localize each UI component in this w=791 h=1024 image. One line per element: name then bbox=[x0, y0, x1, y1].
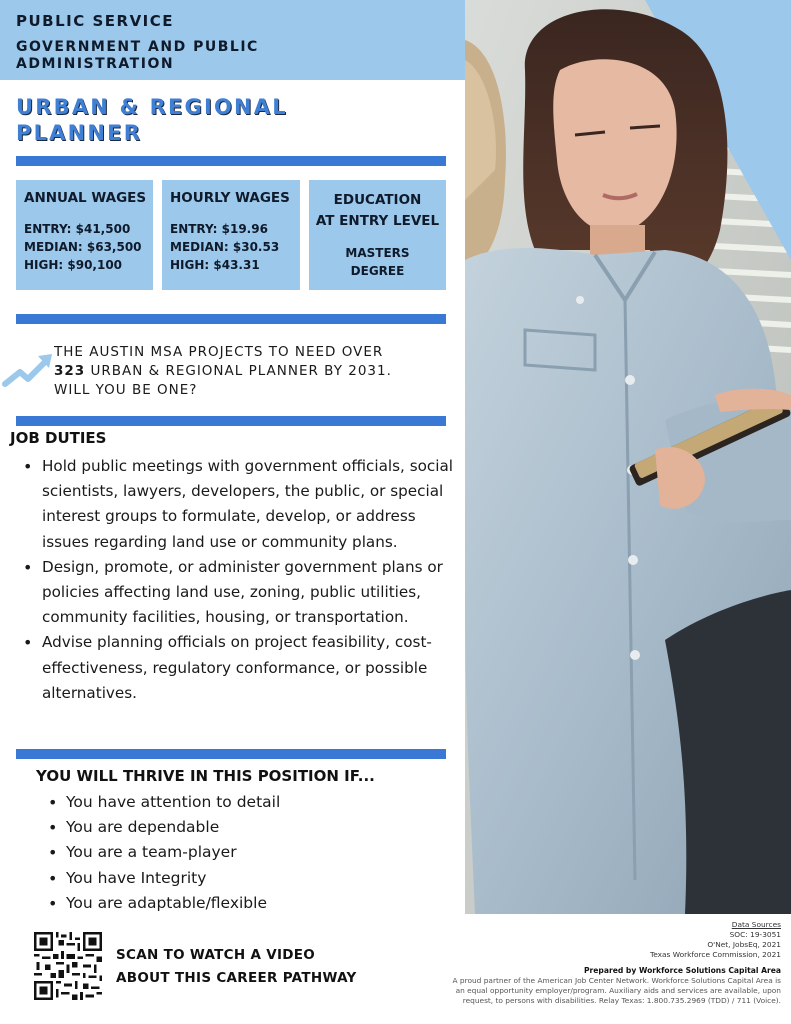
list-item: • You are adaptable/flexible bbox=[46, 891, 446, 916]
video-callout-line1: SCAN TO WATCH A VIDEO bbox=[116, 947, 316, 963]
annual-wages-box bbox=[16, 180, 153, 290]
projection-count: 323 bbox=[54, 363, 86, 379]
hourly-median: MEDIAN: $30.53 bbox=[170, 240, 280, 254]
projection-line1: THE AUSTIN MSA PROJECTS TO NEED OVER bbox=[54, 344, 384, 360]
list-item: • You are dependable bbox=[46, 815, 446, 840]
hourly-high: HIGH: $43.31 bbox=[170, 258, 260, 272]
soc-code: SOC: 19-3051 bbox=[729, 930, 781, 939]
education-heading bbox=[315, 190, 440, 232]
education-value bbox=[309, 244, 446, 280]
projection-text bbox=[54, 343, 434, 400]
divider-bar bbox=[16, 156, 446, 166]
list-item: • Advise planning officials on project feasibility, cost-effectiveness, regulatory conformance, or possible alternatives. bbox=[20, 630, 460, 706]
hourly-wages-heading: HOURLY WAGES bbox=[170, 190, 290, 206]
annual-high: HIGH: $90,100 bbox=[24, 258, 123, 272]
education-value-line1: MASTERS bbox=[345, 246, 410, 260]
source-line: Texas Workforce Commission, 2021 bbox=[649, 950, 781, 959]
job-duties-list bbox=[20, 454, 460, 706]
annual-wages-heading: ANNUAL WAGES bbox=[24, 190, 147, 206]
thrive-list bbox=[46, 790, 446, 916]
data-sources-link[interactable]: Data Sources bbox=[731, 920, 781, 929]
list-item: • You have Integrity bbox=[46, 866, 446, 891]
list-item: • Hold public meetings with government officials, social scientists, lawyers, developers, the public, or special interest groups to formulate, develop, or address issues regarding land use or community plans. bbox=[20, 454, 460, 555]
education-heading-line1: EDUCATION bbox=[333, 192, 422, 208]
divider-bar bbox=[16, 749, 446, 759]
projection-line3: WILL YOU BE ONE? bbox=[54, 382, 198, 398]
trend-arrow-icon bbox=[2, 352, 54, 390]
education-value-line2: DEGREE bbox=[350, 264, 405, 278]
list-item: • Design, promote, or administer government plans or policies affecting land use, zoning, public utilities, community facilities, housing, or transportation. bbox=[20, 555, 460, 631]
career-pathway: GOVERNMENT AND PUBLIC ADMINISTRATION bbox=[16, 39, 259, 72]
list-item: • You have attention to detail bbox=[46, 790, 446, 815]
page-title: URBAN & REGIONAL PLANNER bbox=[16, 95, 288, 145]
disclaimer-line: A proud partner of the American Job Center Network. Workforce Solutions Capital Area is bbox=[452, 976, 781, 985]
divider-bar bbox=[16, 416, 446, 426]
hourly-entry: ENTRY: $19.96 bbox=[170, 222, 268, 236]
qr-code-icon[interactable] bbox=[34, 932, 102, 1000]
annual-median: MEDIAN: $63,500 bbox=[24, 240, 142, 254]
divider-bar bbox=[16, 314, 446, 324]
disclaimer-line: an equal opportunity employer/program. Auxiliary aids and services are available, upon bbox=[455, 986, 781, 995]
footer bbox=[421, 920, 781, 1006]
hourly-wages-box bbox=[162, 180, 300, 290]
education-heading-line2: AT ENTRY LEVEL bbox=[315, 213, 440, 229]
disclaimer-line: request, to persons with disabilities. Relay Texas: 1.800.735.2969 (TDD) / 711 (Voice). bbox=[462, 996, 781, 1005]
education-box bbox=[309, 180, 446, 290]
annual-entry: ENTRY: $41,500 bbox=[24, 222, 131, 236]
thrive-heading: YOU WILL THRIVE IN THIS POSITION IF... bbox=[36, 767, 375, 785]
list-item: • You are a team-player bbox=[46, 840, 446, 865]
woman-with-tablet-image bbox=[465, 0, 791, 914]
job-duties-heading: JOB DUTIES bbox=[10, 429, 107, 447]
video-callout bbox=[116, 944, 357, 990]
video-callout-line2: ABOUT THIS CAREER PATHWAY bbox=[116, 970, 357, 986]
projection-line2-rest: URBAN & REGIONAL PLANNER BY 2031. bbox=[85, 363, 392, 379]
source-line: O'Net, JobsEq, 2021 bbox=[707, 940, 781, 949]
hero-photo bbox=[465, 0, 791, 914]
prepared-by: Prepared by Workforce Solutions Capital Area bbox=[583, 966, 781, 975]
career-cluster: PUBLIC SERVICE bbox=[16, 12, 175, 30]
projection-line2 bbox=[54, 362, 434, 381]
